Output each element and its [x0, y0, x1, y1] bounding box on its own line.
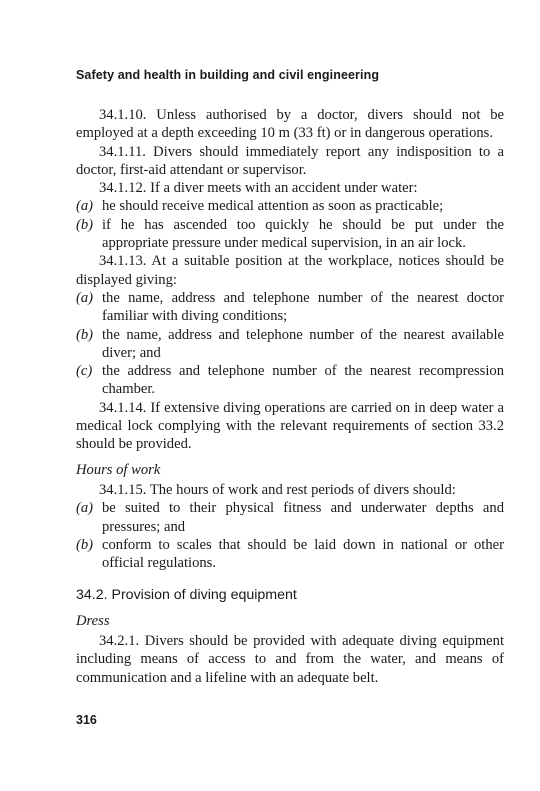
- running-head: Safety and health in building and civil engineering: [76, 68, 380, 82]
- paragraph-34-1-13: 34.1.13. At a suitable position at the workplace, notices should be displayed giving:: [76, 253, 504, 288]
- list-item-label: (a): [76, 500, 94, 517]
- list-item-label: (a): [76, 289, 94, 306]
- list-item-label: (a): [76, 198, 94, 215]
- subheading-dress: Dress: [76, 612, 110, 629]
- list-item-text: the address and telephone number of the nearest recompression chamber.: [102, 363, 504, 398]
- list-item-label: (b): [76, 326, 94, 343]
- paragraph-34-1-11: 34.1.11. Divers should immediately report any indisposition to a doctor, first-aid attendant or supervisor.: [76, 143, 504, 178]
- list-item: [76, 289, 504, 326]
- list-item: [76, 326, 504, 363]
- list-item-text: the name, address and telephone number of the nearest doctor familiar with diving conditions;: [102, 289, 504, 325]
- list-item-label: (c): [76, 363, 93, 380]
- page-number: 316: [76, 713, 97, 727]
- paragraph-34-1-12: 34.1.12. If a diver meets with an accident under water:: [99, 180, 418, 197]
- list-item-text: the name, address and telephone number of the nearest available diver; and: [102, 326, 504, 361]
- paragraph-34-1-10: 34.1.10. Unless authorised by a doctor, divers should not be employed at a depth exceeding 10 m (33 ft) or in dangerous operations.: [76, 107, 504, 142]
- list-item-label: (b): [76, 216, 94, 233]
- section-heading-34-2: 34.2. Provision of diving equipment: [76, 587, 297, 604]
- list-item-text: conform to scales that should be laid down in national or other official regulations.: [102, 536, 504, 572]
- list-item: [76, 216, 504, 253]
- list-item: [76, 362, 504, 399]
- list-item-text: he should receive medical attention as soon as practicable;: [102, 198, 444, 215]
- list-item-label: (b): [76, 536, 94, 553]
- list-item: [76, 197, 504, 215]
- paragraph-34-1-15: 34.1.15. The hours of work and rest periods of divers should:: [99, 481, 456, 498]
- paragraph-34-1-14: 34.1.14. If extensive diving operations are carried on in deep water a medical lock complying with the relevant requirements of section 33.2 should be provided.: [76, 399, 504, 453]
- subheading-hours-of-work: Hours of work: [76, 461, 161, 478]
- paragraph-34-2-1: 34.2.1. Divers should be provided with adequate diving equipment including means of access to and from the water, and means of communication and a lifeline with an adequate belt.: [76, 633, 504, 686]
- list-item: [76, 499, 504, 536]
- body-text: [76, 106, 504, 687]
- list-item: [76, 536, 504, 573]
- list-item-text: if he has ascended too quickly he should be put under the appropriate pressure under medical supervision, in an air lock.: [102, 216, 504, 252]
- list-item-text: be suited to their physical fitness and underwater depths and pressures; and: [102, 500, 504, 535]
